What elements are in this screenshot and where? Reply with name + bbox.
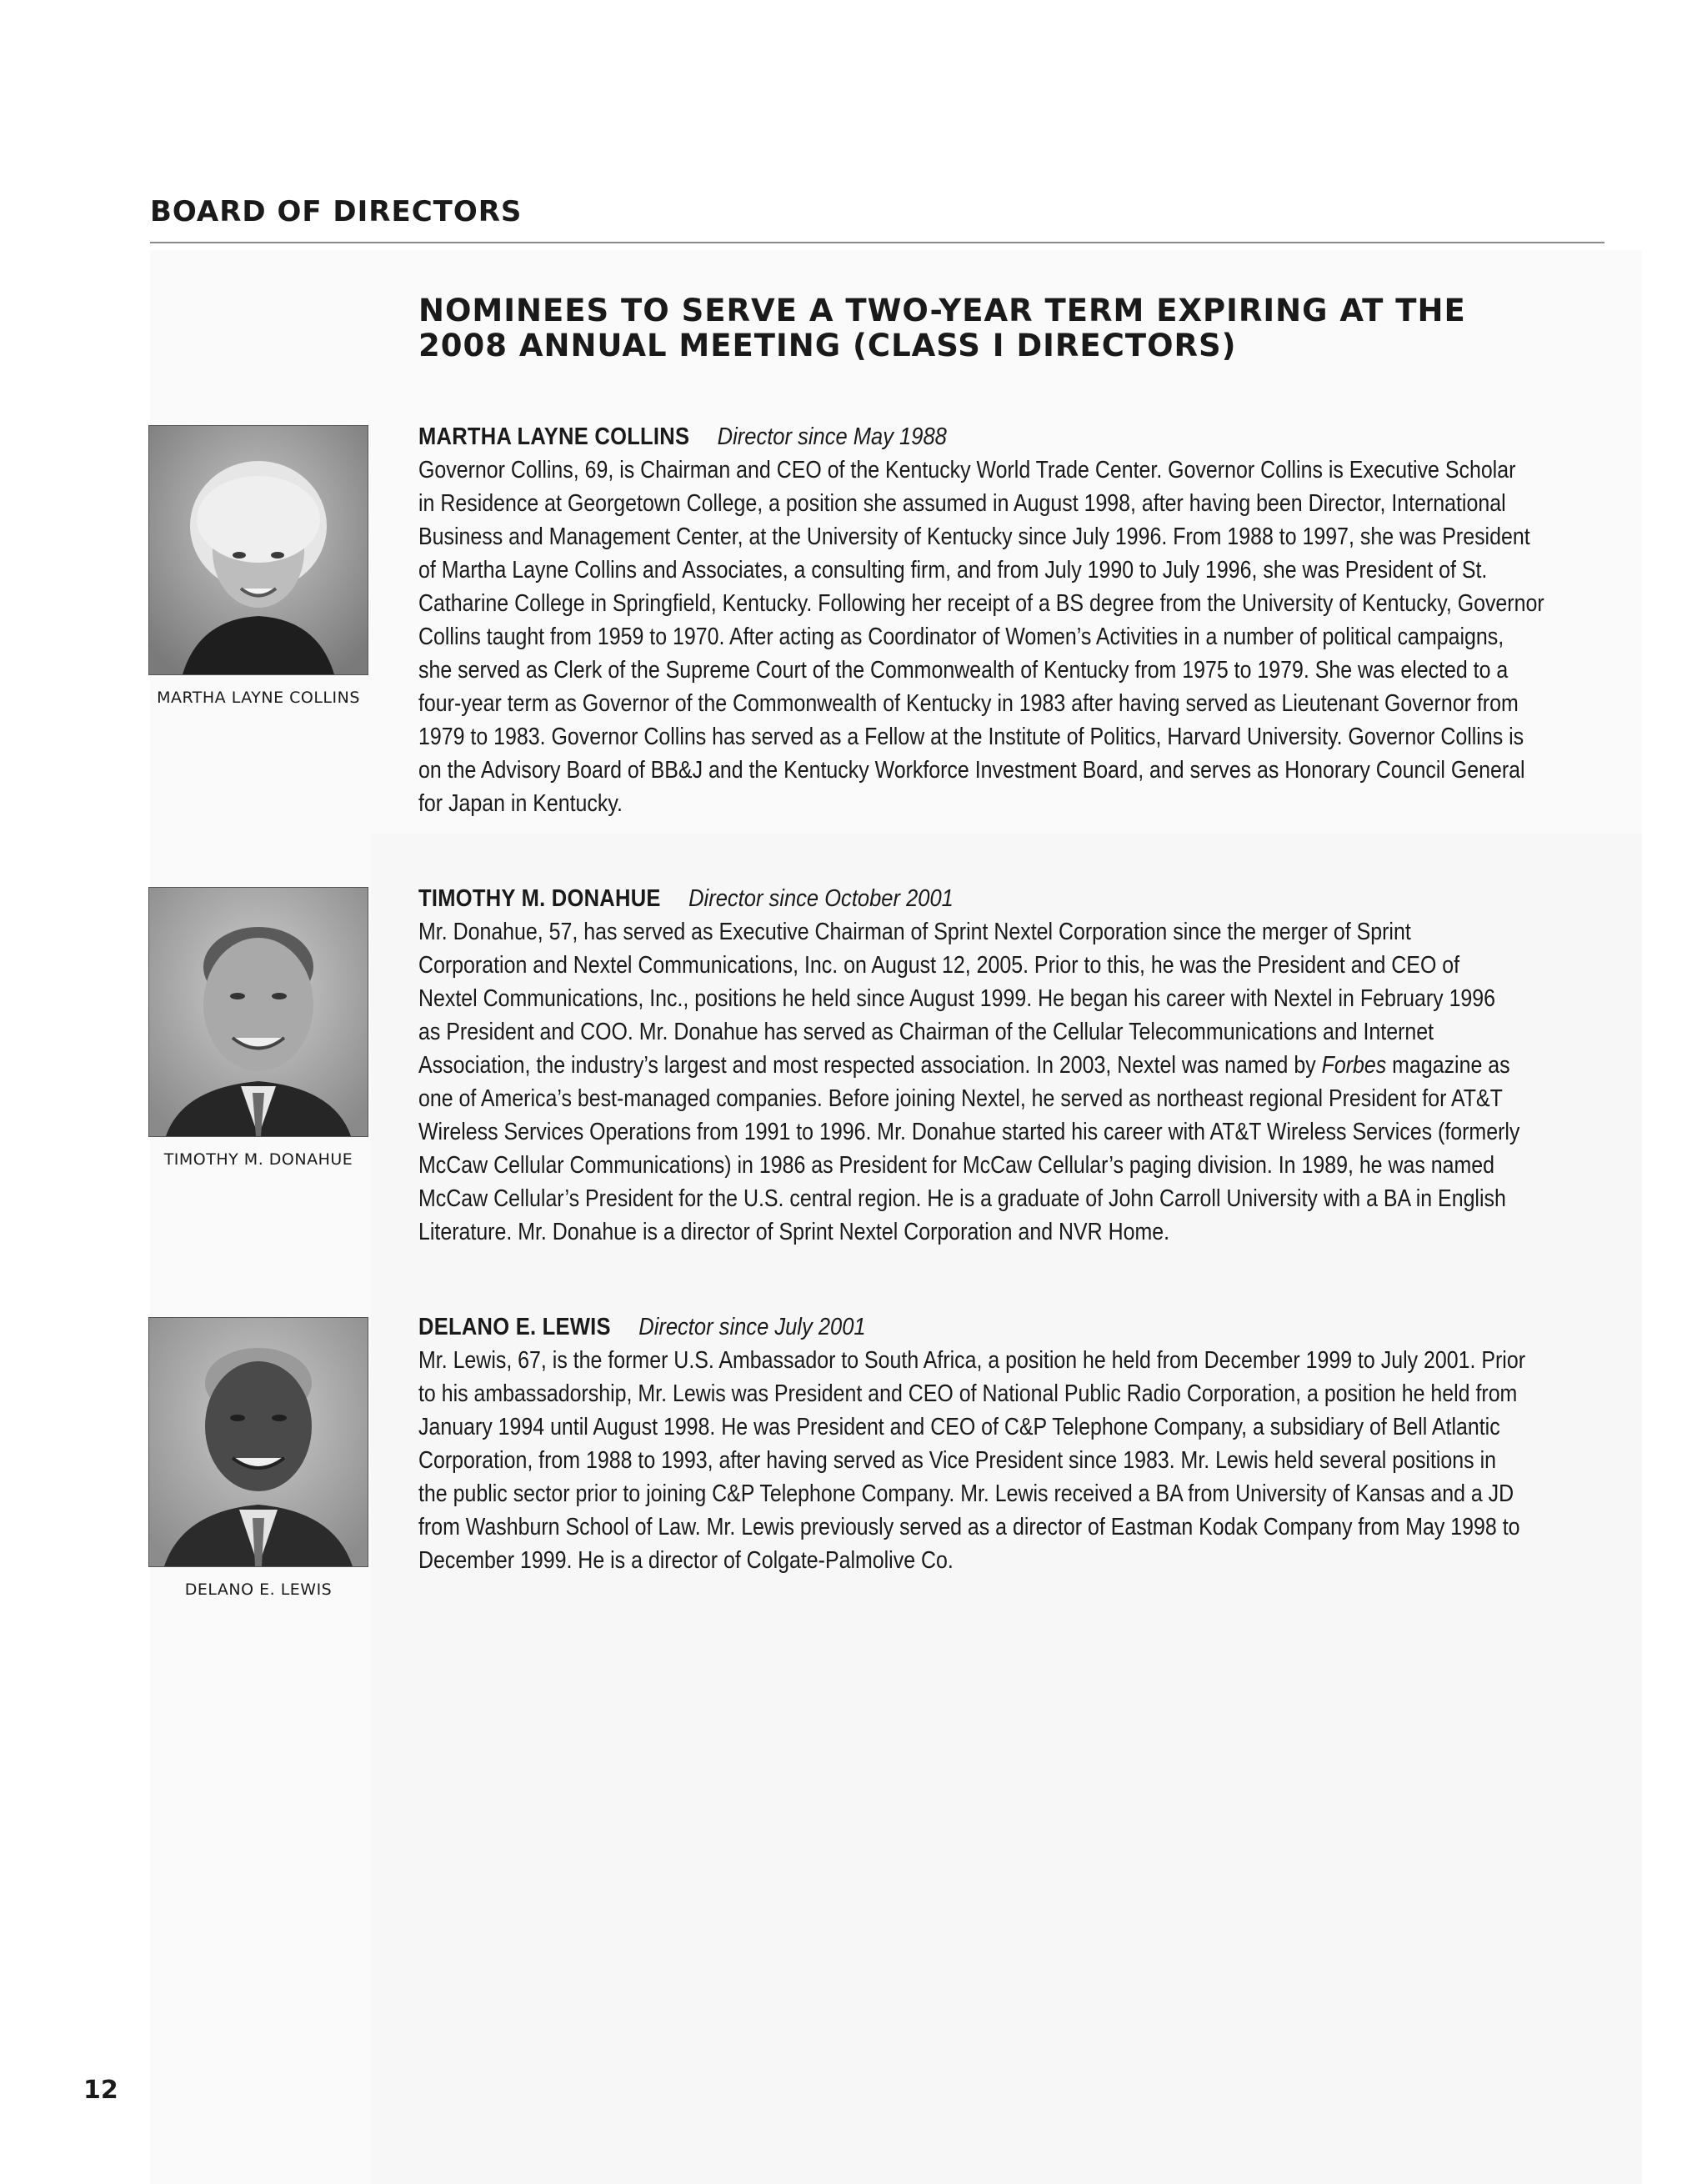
director-heading — [418, 1310, 1430, 1344]
director-caption: MARTHA LAYNE COLLINS — [157, 689, 360, 707]
bio-line: the public sector prior to joining C&P Telephone Company. Mr. Lewis received a BA from University of Kansas and a JD — [418, 1480, 1514, 1507]
director-since: Director since July 2001 — [638, 1314, 866, 1340]
bio-line: as President and COO. Mr. Donahue has served as Chairman of the Cellular Telecommunications and Internet — [418, 1019, 1434, 1045]
bio-line: Catharine College in Springfield, Kentucky. Following her receipt of a BS degree from the University of Kentucky, Governor — [418, 590, 1544, 617]
bio-line: Literature. Mr. Donahue is a director of Sprint Nextel Corporation and NVR Home. — [418, 1219, 1170, 1245]
director-bio-text — [418, 915, 1569, 1249]
director-bio-donahue — [418, 882, 1569, 1249]
director-bio-collins — [418, 420, 1569, 820]
bio-line: she served as Clerk of the Supreme Court of the Commonwealth of Kentucky from 1975 to 1979. She was elected to a — [418, 657, 1509, 684]
bio-line: Corporation and Nextel Communications, Inc. on August 12, 2005. Prior to this, he was the President and CEO of — [418, 952, 1460, 979]
bio-line: one of America’s best-managed companies. Before joining Nextel, he served as northeast regional President for AT&T — [418, 1085, 1503, 1112]
bio-line: January 1994 until August 1998. He was President and CEO of C&P Telephone Company, a subsidiary of Bell Atlantic — [418, 1414, 1500, 1440]
subsection-title-line-2: 2008 ANNUAL MEETING (CLASS I DIRECTORS) — [418, 328, 1237, 363]
bio-line: Governor Collins, 69, is Chairman and CEO of the Kentucky World Trade Center. Governor Collins is Executive Scholar — [418, 457, 1516, 483]
bio-line: McCaw Cellular’s President for the U.S. central region. He is a graduate of John Carroll University with a BA in English — [418, 1185, 1506, 1212]
director-bio-text — [418, 453, 1569, 820]
publication-title: Forbes — [1321, 1052, 1387, 1079]
bio-line: Collins taught from 1959 to 1970. After acting as Coordinator of Women’s Activities in a number of political campaigns, — [418, 624, 1504, 650]
bio-line: Corporation, from 1988 to 1993, after having served as Vice President since 1983. Mr. Lewis held several positions in — [418, 1447, 1496, 1474]
director-heading — [418, 882, 1430, 915]
director-caption: DELANO E. LEWIS — [184, 1580, 333, 1599]
bio-line: for Japan in Kentucky. — [418, 790, 623, 817]
bio-line: McCaw Cellular Communications) in 1986 as President for McCaw Cellular’s paging division. In 1989, he was named — [418, 1152, 1495, 1179]
bio-line: in Residence at Georgetown College, a position she assumed in August 1998, after having been Director, International — [418, 490, 1506, 517]
director-caption: TIMOTHY M. DONAHUE — [163, 1150, 353, 1169]
bio-line: Wireless Services Operations from 1991 to 1996. Mr. Donahue started his career with AT&T Wireless Services (formerly — [418, 1119, 1520, 1145]
bio-line: Mr. Lewis, 67, is the former U.S. Ambassador to South Africa, a position he held from December 1999 to July 2001. Prior — [418, 1347, 1526, 1374]
director-heading — [418, 420, 1430, 453]
bio-line: of Martha Layne Collins and Associates, a consulting firm, and from July 1990 to July 1996, she was President of St. — [418, 557, 1488, 584]
bio-line: 1979 to 1983. Governor Collins has served as a Fellow at the Institute of Politics, Harvard University. Governor Collins is — [418, 724, 1524, 750]
bio-line: Business and Management Center, at the University of Kentucky since July 1996. From 1988 to 1997, she was President — [418, 523, 1530, 550]
director-since: Director since May 1988 — [717, 423, 947, 450]
bio-line: from Washburn School of Law. Mr. Lewis previously served as a director of Eastman Kodak Company from May 1998 to — [418, 1514, 1520, 1540]
director-photo-donahue — [148, 887, 368, 1137]
subsection-title — [418, 293, 1585, 363]
bio-line: to his ambassadorship, Mr. Lewis was President and CEO of National Public Radio Corporation, a position he held from — [418, 1380, 1518, 1407]
bio-line: Mr. Donahue, 57, has served as Executive Chairman of Sprint Nextel Corporation since the merger of Sprint — [418, 919, 1411, 945]
subsection-title-line-1: NOMINEES TO SERVE A TWO-YEAR TERM EXPIRING AT THE — [418, 293, 1466, 328]
title-divider — [150, 242, 1604, 243]
bio-line: four-year term as Governor of the Commonwealth of Kentucky in 1983 after having served as Lieutenant Governor from — [418, 690, 1519, 717]
director-bio-lewis — [418, 1310, 1569, 1577]
bio-line: on the Advisory Board of BB&J and the Kentucky Workforce Investment Board, and serves as Honorary Council General — [418, 757, 1525, 784]
director-name: MARTHA LAYNE COLLINS — [418, 423, 690, 450]
director-since: Director since October 2001 — [688, 885, 954, 912]
bio-line: December 1999. He is a director of Colgate-Palmolive Co. — [418, 1547, 954, 1574]
director-bio-text — [418, 1344, 1569, 1577]
director-photo-collins — [148, 425, 368, 675]
director-photo-lewis — [148, 1317, 368, 1567]
director-name: DELANO E. LEWIS — [418, 1314, 611, 1340]
bio-line: Nextel Communications, Inc., positions he held since August 1999. He began his career with Nextel in February 1996 — [418, 985, 1496, 1012]
page-number: 12 — [83, 2076, 118, 2105]
bio-line: Association, the industry’s largest and most respected association. In 2003, Nextel was named by Forbes magazine as — [418, 1052, 1510, 1079]
director-name: TIMOTHY M. DONAHUE — [418, 885, 661, 912]
section-title: BOARD OF DIRECTORS — [150, 195, 523, 228]
